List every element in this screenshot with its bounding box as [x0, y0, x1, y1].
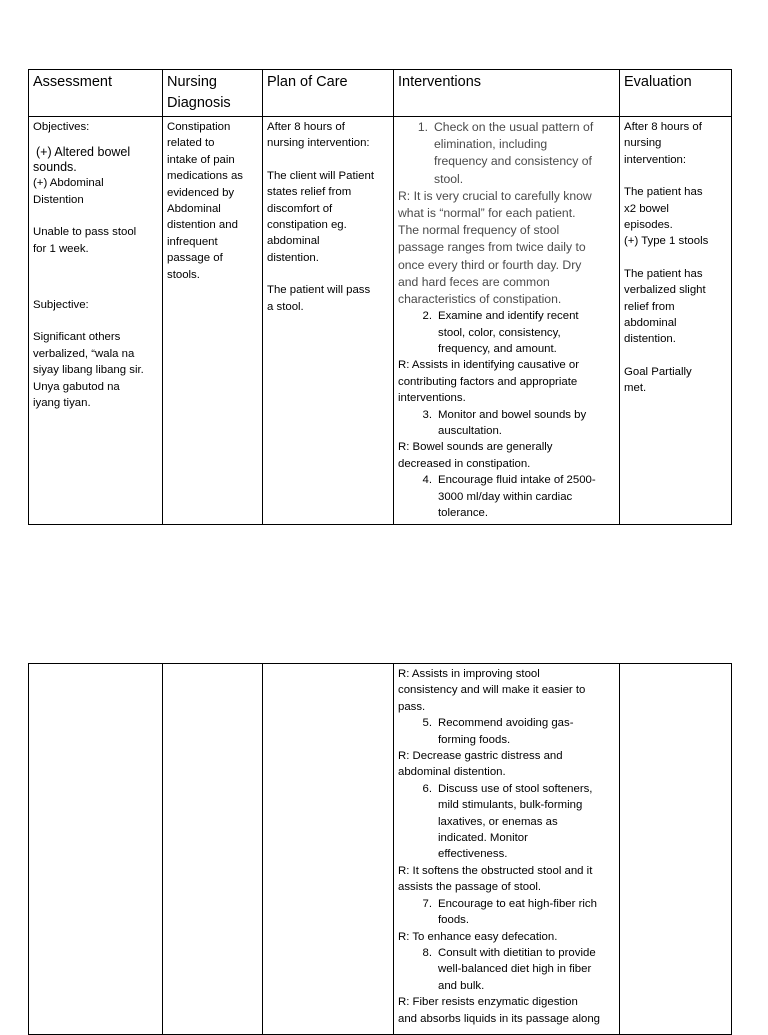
item-text	[438, 781, 615, 863]
item-text	[438, 896, 615, 929]
rationale-7	[398, 929, 615, 945]
eval-relief-line: abdominal	[624, 317, 677, 330]
item-line: well-balanced diet high in fiber	[438, 963, 592, 976]
eval-bowel-line: x2 bowel	[624, 202, 669, 215]
intervention-item-1	[398, 119, 615, 188]
intervention-item-2	[398, 308, 615, 357]
item-line: forming foods.	[438, 733, 511, 746]
diagnosis-line: passage of	[167, 252, 223, 265]
rationale-8	[398, 994, 615, 1027]
rationale-line: passage ranges from twice daily to	[398, 240, 586, 255]
diagnosis-line: related to	[167, 137, 215, 150]
diagnosis-line: evidenced by	[167, 186, 235, 199]
header-nursing-diagnosis	[163, 70, 263, 117]
header-evaluation: Evaluation	[620, 70, 732, 117]
eval-bowel-line: episodes.	[624, 219, 673, 232]
rationale-line: R: It softens the obstructed stool and it	[398, 864, 593, 877]
diagnosis-line: infrequent	[167, 235, 218, 248]
intervention-item-8	[398, 945, 615, 994]
item-number: 4.	[422, 474, 432, 487]
item-line: Discuss use of stool softeners,	[438, 782, 593, 795]
item-line: effectiveness.	[438, 848, 508, 861]
plan-cell	[263, 117, 394, 525]
care-plan-table	[28, 69, 732, 525]
header-row	[29, 70, 732, 117]
intervention-item-3	[398, 407, 615, 440]
plan-intro-line: After 8 hours of	[267, 121, 345, 133]
item-number: 2.	[422, 310, 432, 323]
plan-cell-continued	[263, 664, 394, 1035]
abdominal-line1: (+) Abdominal	[33, 177, 104, 190]
rationale-line: R: Fiber resists enzymatic digestion	[398, 996, 578, 1009]
item-line: stool.	[434, 171, 464, 186]
evaluation-cell-continued	[620, 664, 732, 1035]
item-line: 3000 ml/day within cardiac	[438, 490, 573, 503]
item-text	[438, 472, 615, 521]
eval-relief-line: relief from	[624, 300, 675, 313]
header-assessment: Assessment	[29, 70, 163, 117]
plan-client-line: The client will Patient	[267, 169, 374, 182]
diagnosis-line: Constipation	[167, 121, 231, 133]
item-line: Monitor and bowel sounds by	[438, 408, 587, 421]
plan-client-line: constipation eg.	[267, 219, 347, 232]
rationale-line: R: Assists in improving stool	[398, 668, 540, 680]
plan-client-line: discomfort of	[267, 202, 333, 215]
item-number: 3.	[422, 408, 432, 421]
item-number: 7.	[422, 897, 432, 910]
item-line: laxatives, or enemas as	[438, 815, 558, 828]
header-plan-of-care: Plan of Care	[263, 70, 394, 117]
header-diagnosis-line2: Diagnosis	[167, 95, 231, 111]
abdominal-line2: Distention	[33, 193, 84, 206]
item-line: tolerance.	[438, 507, 489, 520]
eval-relief-line: verbalized slight	[624, 284, 706, 297]
item-line: auscultation.	[438, 425, 502, 438]
header-interventions: Interventions	[394, 70, 620, 117]
rationale-2	[398, 357, 615, 406]
item-line: mild stimulants, bulk-forming	[438, 799, 583, 812]
care-plan-table-continued	[28, 663, 732, 1035]
item-line: and bulk.	[438, 979, 485, 992]
item-line: indicated. Monitor	[438, 832, 528, 845]
altered-bowel-line1: (+) Altered bowel	[36, 145, 131, 160]
sig-line: Significant others	[33, 331, 121, 344]
rationale-6	[398, 863, 615, 896]
eval-intro-line: After 8 hours of	[624, 121, 702, 133]
item-line: foods.	[438, 914, 470, 927]
eval-relief-line: The patient has	[624, 267, 703, 280]
rationale-line: and absorbs liquids in its passage along	[398, 1012, 601, 1025]
rationale-line: decreased in constipation.	[398, 457, 531, 470]
eval-bowel-line: The patient has	[624, 186, 703, 199]
eval-goal-line: met.	[624, 382, 647, 395]
rationale-line: R: Assists in identifying causative or	[398, 359, 580, 372]
continued-row	[29, 664, 732, 1035]
rationale-line: R: Decrease gastric distress and	[398, 750, 563, 763]
item-line: Encourage fluid intake of 2500-	[438, 474, 596, 487]
item-line: Consult with dietitian to provide	[438, 946, 596, 959]
rationale-line: consistency and will make it easier to	[398, 684, 586, 697]
assessment-cell-continued	[29, 664, 163, 1035]
unable-line1: Unable to pass stool	[33, 226, 137, 239]
item-text	[438, 945, 615, 994]
diagnosis-line: Abdominal	[167, 203, 221, 216]
rationale-line: R: It is very crucial to carefully know	[398, 188, 592, 203]
item-line: elimination, including	[434, 137, 548, 152]
item-line: Check on the usual pattern of	[434, 120, 594, 134]
intervention-item-4	[398, 472, 615, 521]
sig-line: siyay libang libang sir.	[33, 364, 144, 377]
item-line: Encourage to eat high-fiber rich	[438, 897, 597, 910]
rationale-line: contributing factors and appropriate	[398, 375, 578, 388]
content-row	[29, 117, 732, 525]
altered-bowel-line2: sounds.	[33, 160, 77, 175]
rationale-line: R: To enhance easy defecation.	[398, 930, 558, 943]
item-text	[438, 308, 615, 357]
rationale-line: once every third or fourth day. Dry	[398, 257, 582, 272]
rationale-5	[398, 748, 615, 781]
item-number: 1.	[417, 120, 428, 134]
diagnosis-cell	[163, 117, 263, 525]
intervention-item-5	[398, 715, 615, 748]
diagnosis-line: distention and	[167, 219, 238, 232]
evaluation-cell	[620, 117, 732, 525]
intervention-item-7	[398, 896, 615, 929]
item-text	[434, 119, 615, 188]
objectives-label: Objectives:	[33, 121, 90, 133]
item-line: stool, color, consistency,	[438, 326, 561, 339]
item-line: frequency, and amount.	[438, 343, 557, 356]
rationale-line: R: Bowel sounds are generally	[398, 441, 553, 454]
item-text	[438, 715, 615, 748]
interventions-cell	[394, 117, 620, 525]
assessment-cell	[29, 117, 163, 525]
item-line: Recommend avoiding gas-	[438, 717, 574, 730]
diagnosis-line: medications as	[167, 170, 243, 183]
eval-relief-line: distention.	[624, 333, 676, 346]
rationale-line: characteristics of constipation.	[398, 292, 562, 307]
rationale-4	[398, 666, 615, 715]
item-line: Examine and identify recent	[438, 310, 579, 323]
plan-client-line: abdominal	[267, 235, 320, 248]
rationale-line: interventions.	[398, 392, 466, 405]
unable-line2: for 1 week.	[33, 242, 89, 255]
item-number: 6.	[422, 782, 432, 795]
eval-intro-line: nursing	[624, 137, 662, 150]
rationale-3	[398, 439, 615, 472]
rationale-line: abdominal distention.	[398, 766, 506, 779]
interventions-cell-continued	[394, 664, 620, 1035]
subjective-label: Subjective:	[33, 299, 89, 312]
plan-client-line: states relief from	[267, 186, 352, 199]
rationale-line: and hard feces are common	[398, 274, 550, 289]
rationale-line: assists the passage of stool.	[398, 881, 542, 894]
item-text	[438, 407, 615, 440]
diagnosis-line: stools.	[167, 268, 200, 281]
eval-bowel-line: (+) Type 1 stools	[624, 235, 709, 248]
diagnosis-cell-continued	[163, 664, 263, 1035]
eval-intro-line: intervention:	[624, 153, 687, 166]
plan-pass-line: The patient will pass	[267, 284, 371, 297]
item-line: frequency and consistency of	[434, 154, 592, 169]
sig-line: iyang tiyan.	[33, 397, 91, 410]
item-number: 8.	[422, 946, 432, 959]
sig-line: verbalized, “wala na	[33, 347, 135, 360]
rationale-1	[398, 188, 615, 308]
rationale-line: pass.	[398, 700, 426, 713]
rationale-line: The normal frequency of stool	[398, 223, 560, 238]
plan-intro-line: nursing intervention:	[267, 137, 370, 150]
rationale-line: what is “normal” for each patient.	[398, 206, 576, 221]
plan-pass-line: a stool.	[267, 300, 304, 313]
intervention-item-6	[398, 781, 615, 863]
plan-client-line: distention.	[267, 251, 319, 264]
eval-goal-line: Goal Partially	[624, 365, 692, 378]
sig-line: Unya gabutod na	[33, 380, 120, 393]
header-diagnosis-line1: Nursing	[167, 74, 217, 90]
diagnosis-line: intake of pain	[167, 153, 235, 166]
item-number: 5.	[422, 717, 432, 730]
